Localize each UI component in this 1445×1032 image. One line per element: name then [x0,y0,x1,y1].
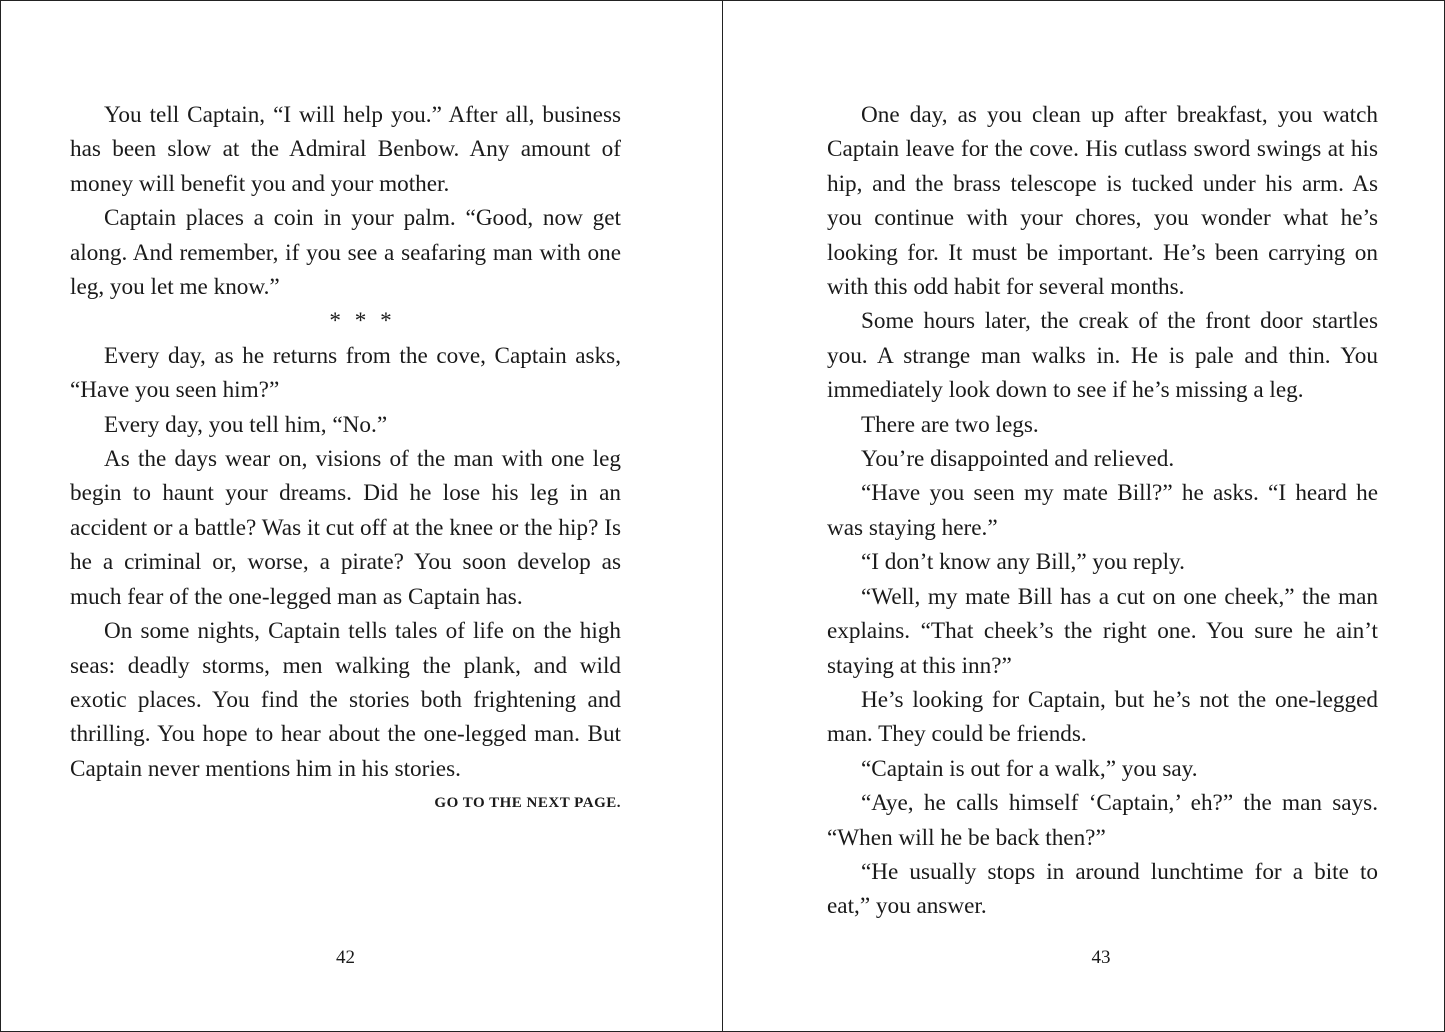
right-page [724,1,1444,1031]
paragraph: “Aye, he calls himself ‘Captain,’ eh?” the man says. “When will he be back then?” [827,790,1378,851]
paragraph: There are two legs. [861,411,1039,438]
paragraph: “Have you seen my mate Bill?” he asks. “I heard he was staying here.” [827,480,1378,541]
section-break: * * * [329,308,396,335]
paragraph: Some hours later, the creak of the front door startles you. A strange man walks in. He is pale and thin. You immediately look down to see if he’s missing a leg. [827,308,1378,404]
right-page-text [827,98,1378,924]
paragraph: “Well, my mate Bill has a cut on one cheek,” the man explains. “That cheek’s the right one. You sure he ain’t staying at this inn?” [827,583,1378,679]
paragraph: You tell Captain, “I will help you.” After all, business has been slow at the Admiral Benbow. Any amount of money will benefit you and your mother. [70,102,621,197]
paragraph: Captain places a coin in your palm. “Good, now get along. And remember, if you see a seafaring man with one leg, you let me know.” [70,205,621,301]
paragraph: On some nights, Captain tells tales of life on the high seas: deadly storms, men walking the plank, and wild exotic places. You find the stories both frightening and thrilling. You hope to hear about the one-legged man. But Captain never mentions him in his stories. [70,618,621,782]
paragraph: “I don’t know any Bill,” you reply. [861,549,1185,576]
paragraph: “Captain is out for a walk,” you say. [861,755,1198,782]
paragraph: You’re disappointed and relieved. [861,446,1175,473]
paragraph: “He usually stops in around lunchtime for a bite to eat,” you answer. [827,858,1378,920]
go-to-next-page: GO TO THE NEXT PAGE. [434,795,621,812]
left-page-text [70,98,621,821]
paragraph: One day, as you clean up after breakfast, you watch Captain leave for the cove. His cutlass sword swings at his hip, and the brass telescope is tucked under his arm. As you continue with your chores, you wonder what he’s looking for. It must be important. He’s been carrying on with this odd habit for several months. [827,102,1378,301]
paragraph: As the days wear on, visions of the man with one leg begin to haunt your dreams. Did he lose his leg in an accident or a battle? Was it cut off at the knee or the hip? Is he a criminal or, worse, a pirate? You soon develop as much fear of the one-legged man as Captain has. [70,446,621,610]
paragraph: Every day, as he returns from the cove, Captain asks, “Have you seen him?” [70,342,621,404]
page-number-left: 42 [336,947,355,968]
page-gutter [722,1,723,1031]
page-number-right: 43 [1091,947,1111,968]
paragraph: He’s looking for Captain, but he’s not the one-legged man. They could be friends. [827,686,1378,748]
paragraph: Every day, you tell him, “No.” [104,411,388,438]
left-page [1,1,722,1031]
